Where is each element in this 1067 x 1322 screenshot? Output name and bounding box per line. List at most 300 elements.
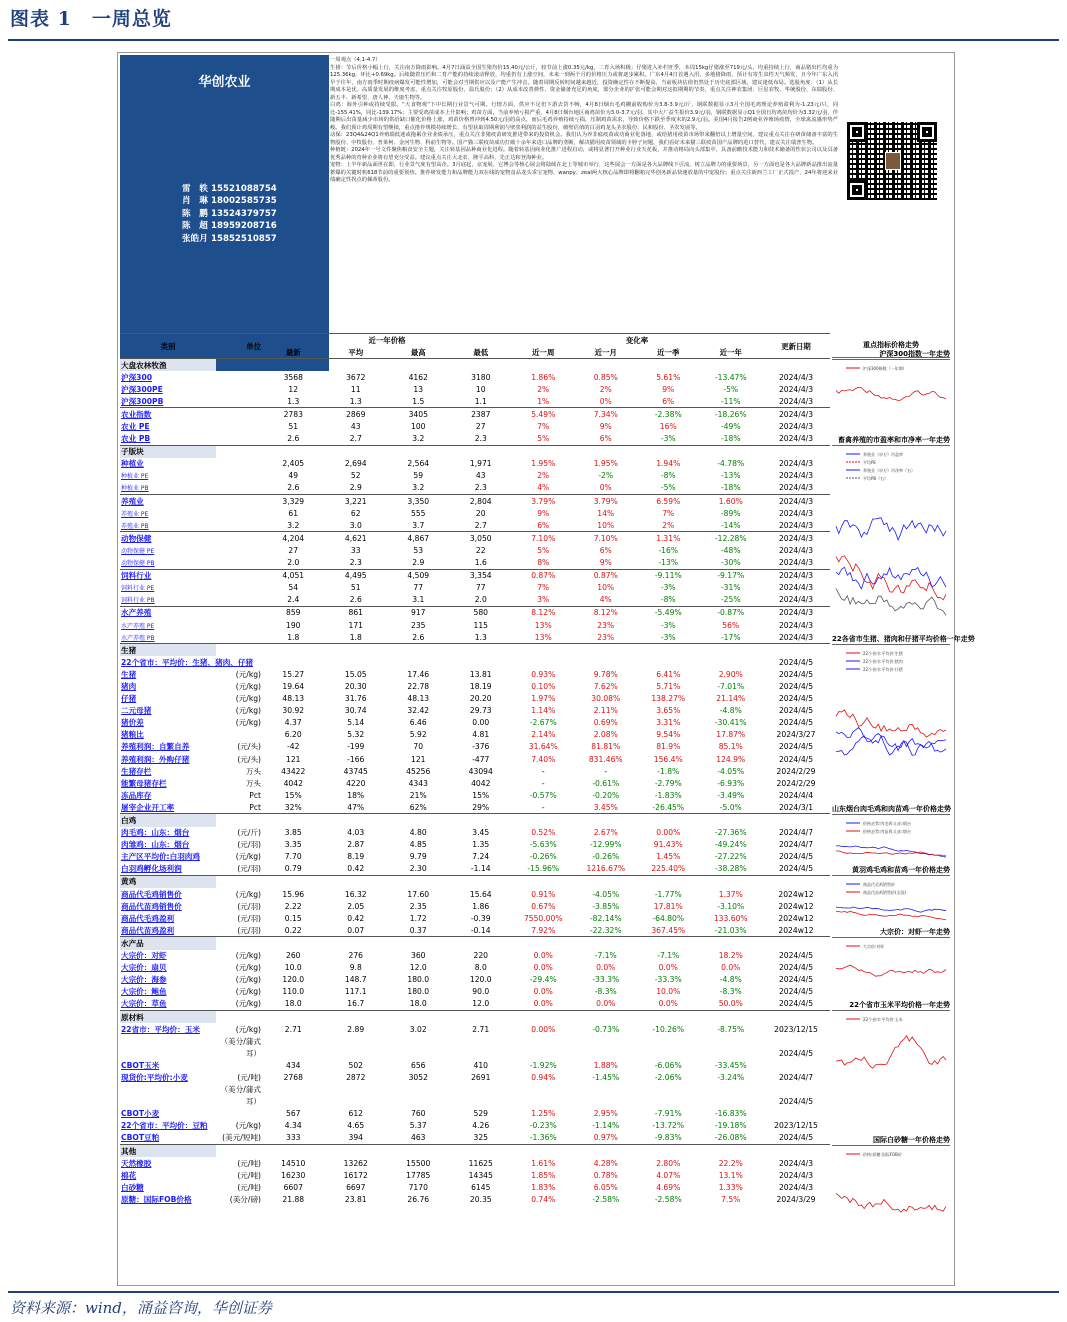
change-cell: 7.62% xyxy=(593,681,618,691)
change-cell: -3% xyxy=(660,583,676,593)
price-cell: 1.35 xyxy=(472,840,490,850)
price-cell: 6.20 xyxy=(284,730,302,740)
row-label-link[interactable]: 现货价:平均价:小麦 xyxy=(121,1072,188,1082)
price-cell: 2869 xyxy=(325,408,388,421)
price-cell: 656 xyxy=(411,1060,426,1070)
section-name: 大盘农林牧渔 xyxy=(120,359,216,372)
row-label-link[interactable]: 22个省市：平均价：豆粕 xyxy=(121,1121,208,1131)
change-cell: 10% xyxy=(597,520,615,530)
row-label-link[interactable]: 能繁母猪存栏 xyxy=(121,778,167,788)
change-cell: 0% xyxy=(599,396,612,406)
change-cell: 0.0% xyxy=(533,987,553,997)
change-cell: 6% xyxy=(599,545,612,555)
analyst-name: 陈 鹏 xyxy=(182,208,208,219)
change-cell: 3% xyxy=(537,595,550,605)
change-cell: 9% xyxy=(662,384,675,394)
change-cell: -1.14% xyxy=(592,1121,620,1131)
trend-chart-plot xyxy=(832,360,950,435)
update-date: 2024/4/3 xyxy=(778,508,814,518)
price-cell: 4042 xyxy=(471,778,491,788)
table-row xyxy=(120,420,830,432)
chart-caption: 畜禽养殖的市盈率和市净率一年走势 xyxy=(832,435,950,446)
price-cell: 502 xyxy=(348,1060,363,1070)
section-name: 子版块 xyxy=(120,445,216,458)
price-cell: 77 xyxy=(413,583,424,593)
row-unit: (元/kg) xyxy=(235,1121,261,1131)
price-cell: 171 xyxy=(348,620,363,630)
price-cell: 5.37 xyxy=(409,1121,427,1131)
change-cell: 18.2% xyxy=(718,951,743,961)
row-label-link[interactable]: 仔猪 xyxy=(121,694,137,704)
row-label-link[interactable]: 22省市：平均价：玉米 xyxy=(121,1024,200,1034)
update-date: 2024/4/3 xyxy=(778,471,814,481)
change-cell xyxy=(700,656,763,668)
header-update-date: 更新日期 xyxy=(762,334,830,359)
update-date: 2024/4/3 xyxy=(778,545,814,555)
figure-title: 图表 1 一周总览 xyxy=(10,8,172,30)
section-header xyxy=(120,937,830,950)
row-label-link[interactable]: 动物保健 xyxy=(121,533,152,543)
price-cell: 15.96 xyxy=(282,889,305,899)
price-cell: 20.30 xyxy=(344,681,367,691)
section-name: 生猪 xyxy=(120,644,216,657)
price-cell: 9.79 xyxy=(409,852,427,862)
row-label-link[interactable]: 商品代苗鸡盈利 xyxy=(121,925,175,935)
update-date: 2024/4/5 xyxy=(778,694,814,704)
change-cell: -2.06% xyxy=(654,1072,682,1082)
update-date: 2024/4/3 xyxy=(762,532,830,545)
change-cell: -27.36% xyxy=(714,828,747,838)
change-cell: 2.80% xyxy=(656,1158,681,1168)
change-cell: 31.64% xyxy=(528,742,558,752)
row-unit xyxy=(216,557,262,570)
row-label-link[interactable]: 商品代苗鸡销售价 xyxy=(121,901,182,911)
change-cell: -2.58% xyxy=(654,1194,682,1204)
price-cell: 13.81 xyxy=(469,669,492,679)
change-cell xyxy=(637,1035,700,1047)
row-label-link[interactable]: 肉雏鸡：山东：烟台 xyxy=(121,840,190,850)
price-cell: 30.92 xyxy=(282,706,305,716)
table-row xyxy=(120,912,830,924)
qr-code-icon[interactable] xyxy=(845,120,939,202)
row-label-link[interactable]: 水产养殖 xyxy=(121,608,152,618)
change-cell: -48% xyxy=(720,545,741,555)
update-date: 2024/4/5 xyxy=(778,706,814,716)
row-label-link[interactable]: 种植业 PB xyxy=(121,485,149,493)
change-cell: 1.37% xyxy=(718,889,743,899)
trend-chart xyxy=(832,1135,950,1253)
price-cell: 410 xyxy=(473,1060,488,1070)
section-header xyxy=(120,359,830,372)
change-cell: -26.45% xyxy=(652,802,685,812)
price-cell: 3.35 xyxy=(284,840,302,850)
change-cell: 17.87% xyxy=(716,730,746,740)
update-date: 2024/3/29 xyxy=(776,1194,816,1204)
row-label-link[interactable]: 主产区平均价:白羽肉鸡 xyxy=(121,852,200,862)
change-cell: 0.0% xyxy=(596,963,616,973)
price-cell: 2.0 xyxy=(474,595,487,605)
row-label-link[interactable]: 沪深300PB xyxy=(121,396,164,406)
row-label-link[interactable]: 原糖：国际FOB价格 xyxy=(121,1194,192,1204)
row-label-link[interactable]: 大宗价：海参 xyxy=(121,975,167,985)
table-row xyxy=(120,705,830,717)
change-cell: 367.45% xyxy=(651,925,686,935)
row-label-link[interactable]: 棉花 xyxy=(121,1170,137,1180)
row-unit: (元/kg) xyxy=(235,999,261,1009)
table-row xyxy=(120,458,830,470)
price-cell: 115 xyxy=(473,620,488,630)
table-row xyxy=(120,656,830,668)
trend-chart-plot xyxy=(832,1011,950,1133)
price-cell: 580 xyxy=(450,606,513,619)
row-label-link[interactable]: 饲料行业 xyxy=(121,571,152,581)
row-label-link[interactable]: 养殖业 PE xyxy=(121,510,149,518)
row-label-link[interactable]: 大宗价：对虾 xyxy=(121,951,167,961)
row-label-link[interactable]: 水产养殖 PB xyxy=(121,634,155,642)
price-cell: 43094 xyxy=(468,766,493,776)
change-cell: -7.91% xyxy=(654,1109,682,1119)
header-week: 近一周 xyxy=(532,347,555,357)
price-cell: 10.0 xyxy=(284,963,302,973)
update-date: 2024/4/3 xyxy=(778,558,814,568)
change-cell: 3.79% xyxy=(575,495,638,508)
chart-caption: 沪深300指数一年走势 xyxy=(832,349,950,360)
price-cell: 612 xyxy=(348,1109,363,1119)
row-label-link[interactable]: 养殖利润：外购仔猪 xyxy=(121,754,190,764)
row-label-link[interactable]: 养殖业 PB xyxy=(121,522,149,530)
trend-chart-plot xyxy=(832,815,950,864)
change-cell: 10.0% xyxy=(656,987,681,997)
row-label-link[interactable]: 白砂糖 xyxy=(121,1182,144,1192)
change-cell: 0.0% xyxy=(533,951,553,961)
legend-label: 22个省市:平均价:仔猪 xyxy=(863,666,903,672)
price-cell: 17785 xyxy=(406,1170,431,1180)
price-cell: -199 xyxy=(347,742,365,752)
section-name: 白鸡 xyxy=(120,814,216,827)
row-label-link[interactable]: CBOT小麦 xyxy=(121,1109,160,1119)
change-cell xyxy=(637,1047,700,1059)
row-unit xyxy=(216,482,262,495)
table-row xyxy=(120,962,830,974)
price-cell: 2,694 xyxy=(344,459,367,469)
change-cell: 1.85% xyxy=(531,1170,556,1180)
price-cell: 18.0 xyxy=(284,999,302,1009)
price-cell: 4,204 xyxy=(262,532,325,545)
change-cell: -33.3% xyxy=(592,975,620,985)
row-label-link[interactable]: 大宗价：鲍鱼 xyxy=(121,987,167,997)
change-cell: 7.10% xyxy=(512,532,575,545)
row-unit: Pct xyxy=(249,802,261,812)
price-cell: 8.19 xyxy=(347,852,365,862)
change-cell xyxy=(512,1035,575,1047)
row-unit: （美分/蒲式 xyxy=(220,1036,261,1046)
analyst-name: 肖 琳 xyxy=(182,196,208,207)
change-cell: -1.92% xyxy=(529,1060,557,1070)
section-header xyxy=(120,445,830,458)
price-cell: 861 xyxy=(325,606,388,619)
row-label-link[interactable]: 动物保健 PB xyxy=(121,560,155,568)
price-cell: 30.74 xyxy=(344,706,367,716)
update-date: 2024/4/5 xyxy=(778,669,814,679)
price-cell: 2,405 xyxy=(282,459,305,469)
change-cell: 17.81% xyxy=(653,901,683,911)
row-label-link[interactable]: 种植业 xyxy=(121,459,144,469)
price-cell: 45256 xyxy=(406,766,431,776)
price-cell: 29% xyxy=(472,802,490,812)
change-cell: 1.33% xyxy=(718,1182,743,1192)
price-cell: 11 xyxy=(350,384,361,394)
commentary-paragraph: 动保：23Q4&24Q1养殖端低迷或拖累企业业绩承压，重点关注非猪疫苗研发推进带来的投资机会。我们认为养非瘟疫苗或功商业化落地，或给猪用疫苗市场带来翻倍以上增量空间，建议重点关注在研苗储备丰富的生物股份、中牧股份、普莱柯、金河生物、科前生物等。国产猫三联疫苗成功打破十余年来进口品牌的垄断，解决猫用疫苗领域的卡脖子问题，我们看好未来猫三联疫苗国产品牌的进口替代，建议关注瑞普生物。 xyxy=(330,132,838,146)
price-cell: 3.7 xyxy=(412,520,425,530)
price-cell: 11625 xyxy=(468,1158,493,1168)
trend-chart xyxy=(832,865,950,925)
row-unit: (美分/磅) xyxy=(229,1194,261,1204)
price-cell: 3.0 xyxy=(349,520,362,530)
row-label-link[interactable]: 养殖利润：自繁自养 xyxy=(121,742,190,752)
change-cell: 8.12% xyxy=(512,606,575,619)
change-cell: -13.47% xyxy=(714,372,747,382)
chart-caption: 大宗价：对虾一年走势 xyxy=(832,927,950,938)
price-cell xyxy=(325,1096,388,1108)
row-label-link[interactable]: CBOT玉米 xyxy=(121,1060,160,1070)
price-cell: 2.6 xyxy=(287,483,300,493)
price-cell: 14345 xyxy=(468,1170,493,1180)
change-cell: -1.8% xyxy=(657,766,680,776)
change-cell: -89% xyxy=(720,508,741,518)
row-label-link[interactable]: 白羽鸡孵化场利润 xyxy=(121,864,182,874)
change-cell: -4.05% xyxy=(717,766,745,776)
row-label-link[interactable]: 22个省市：平均价：生猪、猪肉、仔猪 xyxy=(121,657,254,667)
analyst-phone: 15852510857 xyxy=(211,233,277,244)
change-cell: 0.74% xyxy=(531,1194,556,1204)
price-cell: 59 xyxy=(413,471,424,481)
table-row xyxy=(120,1059,830,1071)
price-cell: 2.05 xyxy=(347,901,365,911)
section-header xyxy=(120,644,830,657)
price-cell: 77 xyxy=(475,583,486,593)
price-cell: 70 xyxy=(413,742,424,752)
change-cell: -2.79% xyxy=(654,778,682,788)
price-cell: 2.30 xyxy=(409,864,427,874)
row-label-link[interactable]: 养殖业 xyxy=(121,496,144,506)
row-label-link[interactable]: 大宗价：草鱼 xyxy=(121,999,167,1009)
change-cell: -18.26% xyxy=(700,408,763,421)
trend-series-line xyxy=(836,907,946,912)
commentary-paragraph: 宠物：上半年新品面世在即，行业景气度有望高企。3月底起，京宠展、它博会等核心展会将陆续在北上等城市举行，这些展会一方面是各大品牌线下引流、树立品牌力的重要场景，另一方面也是各大品牌新品推出流量蓄爆的关键时机618节前的重要预热。推荐研发能力和品牌能力双在线的宠物食品龙头乖宝宠物、wanpy、zeal两大核心品牌即将翻箱完华创务新品快速放量的中宠股份；重点关注新西兰工厂正式投产、24年将迎来业绩确定性拐点的佩蒂股份。 xyxy=(330,162,838,183)
price-cell: 43422 xyxy=(281,766,306,776)
change-cell: 2.67% xyxy=(593,828,618,838)
legend-label: 商品代苗鸡销售价(全国) xyxy=(863,890,907,896)
price-cell: 4,509 xyxy=(387,569,450,582)
change-cell: 133.60% xyxy=(713,913,748,923)
price-cell: 43 xyxy=(475,471,486,481)
header-quarter: 近一季 xyxy=(657,347,680,357)
price-cell: 3,354 xyxy=(450,569,513,582)
table-row xyxy=(120,801,830,814)
bottom-rule xyxy=(8,1291,1059,1293)
price-cell: 7.70 xyxy=(284,852,302,862)
change-cell: -5.49% xyxy=(637,606,700,619)
row-label-link[interactable]: 猪粮比 xyxy=(121,730,144,740)
change-cell: 2% xyxy=(599,384,612,394)
update-date: 2024/4/5 xyxy=(778,1133,814,1143)
trend-series-line xyxy=(836,851,946,856)
price-cell: 4.34 xyxy=(284,1121,302,1131)
table-row xyxy=(120,1084,830,1096)
change-cell: -25% xyxy=(720,595,741,605)
row-label-link[interactable]: 水产养殖 PE xyxy=(121,622,155,630)
change-cell: 13% xyxy=(534,620,552,630)
change-cell: -6.93% xyxy=(717,778,745,788)
price-cell: 4042 xyxy=(283,778,303,788)
row-label-link[interactable]: CBOT豆粕 xyxy=(121,1133,160,1143)
row-label-link[interactable]: 饲料行业 PB xyxy=(121,597,155,605)
price-cell xyxy=(325,656,388,668)
change-cell: 0.87% xyxy=(512,569,575,582)
change-cell: - xyxy=(541,778,545,788)
change-cell: 13.1% xyxy=(718,1170,743,1180)
table-row xyxy=(120,777,830,789)
change-cell: 4% xyxy=(537,483,550,493)
change-cell: 0.00% xyxy=(531,1024,556,1034)
price-cell: 463 xyxy=(411,1133,426,1143)
row-label-link[interactable]: 天然橡胶 xyxy=(121,1158,152,1168)
row-unit: (元/吨) xyxy=(237,1072,261,1082)
row-unit xyxy=(216,1108,262,1120)
change-cell: -14% xyxy=(720,520,741,530)
change-cell: -3% xyxy=(660,620,676,630)
price-cell: 4220 xyxy=(346,778,366,788)
change-cell: 0.0% xyxy=(533,999,553,1009)
price-cell: 3672 xyxy=(346,372,366,382)
row-label-link[interactable]: 二元母猪 xyxy=(121,706,152,716)
price-cell: 2.7 xyxy=(474,520,487,530)
change-cell: -6.06% xyxy=(654,1060,682,1070)
legend-label: 沪深300指数（一年期） xyxy=(863,365,907,371)
change-cell: 0.52% xyxy=(531,828,556,838)
row-label-link[interactable]: 肉毛鸡：山东：烟台 xyxy=(121,828,190,838)
price-cell: 1.86 xyxy=(472,901,490,911)
header-average: 平均 xyxy=(348,347,364,357)
change-cell: 0.69% xyxy=(593,718,618,728)
section-name: 其他 xyxy=(120,1145,216,1158)
price-cell: 12 xyxy=(288,384,299,394)
change-cell: 7550.00% xyxy=(523,913,563,923)
trend-chart xyxy=(832,634,975,803)
price-cell: 90.0 xyxy=(472,987,490,997)
change-cell: 5.61% xyxy=(656,372,681,382)
update-date: 2024/3/27 xyxy=(776,730,816,740)
row-label-link[interactable]: 生猪存栏 xyxy=(121,766,152,776)
row-label-link[interactable]: 冻品库存 xyxy=(121,790,152,800)
change-cell: 91.43% xyxy=(653,840,683,850)
price-cell xyxy=(387,656,450,668)
row-label-link[interactable]: 沪深300 xyxy=(121,372,153,382)
change-cell: -18% xyxy=(720,434,741,444)
row-unit: (元/kg) xyxy=(235,975,261,985)
legend-label: 大宗价:对虾 xyxy=(863,943,885,949)
change-cell: 124.9% xyxy=(716,754,746,764)
analyst-0 xyxy=(182,183,277,195)
trend-chart-plot xyxy=(832,938,950,1000)
change-cell: -49.24% xyxy=(714,840,747,850)
row-label-link[interactable]: 大宗价：扇贝 xyxy=(121,963,167,973)
row-label-link[interactable]: 农业 PE xyxy=(121,422,150,432)
update-date: 2024/4/3 xyxy=(778,1158,814,1168)
row-label-link[interactable]: 屠宰企业开工率 xyxy=(121,802,175,812)
commentary-paragraph: 种植链：2024年一号文件聚焦粮食安全主题，关注转基因品种商业化进程。随着转基因商业化推广进程启动，或将显著打开种业行业天花板，并推动格局向头部集中，具备前瞻技术能力和技术储备的性状公司以及具备优秀品种的育种企业将有望充分受益。建议重点关注大北农、隆平高科、先正达和登海种业。 xyxy=(330,147,838,161)
price-cell: 148.7 xyxy=(344,975,367,985)
row-label-link[interactable]: 农业指数 xyxy=(121,409,152,419)
change-cell: 1216.67% xyxy=(586,864,626,874)
price-cell xyxy=(450,1096,513,1108)
row-label-link[interactable]: 猪价差 xyxy=(121,718,144,728)
update-date: 2024/4/3 xyxy=(778,396,814,406)
row-label-link[interactable]: 商品代毛鸡盈利 xyxy=(121,913,175,923)
trend-series-line xyxy=(836,589,946,616)
price-cell: 2.7 xyxy=(349,434,362,444)
row-label-link[interactable]: 沪深300PE xyxy=(121,384,163,394)
change-cell: 0.85% xyxy=(593,372,618,382)
update-date: 2024/4/3 xyxy=(778,1182,814,1192)
change-cell: 0% xyxy=(599,483,612,493)
price-cell: 6.46 xyxy=(409,718,427,728)
row-label-link[interactable]: 种植业 PE xyxy=(121,473,149,481)
table-row xyxy=(120,1181,830,1193)
row-unit xyxy=(216,631,262,644)
row-unit xyxy=(216,594,262,607)
price-cell: 2.22 xyxy=(284,901,302,911)
legend-label: 养殖业（申万）市净率（右） xyxy=(863,468,915,474)
price-cell xyxy=(325,1035,388,1047)
table-row xyxy=(120,519,830,532)
change-cell: 5% xyxy=(537,545,550,555)
change-cell: 0.78% xyxy=(593,1170,618,1180)
row-label-link[interactable]: 猪肉 xyxy=(121,681,137,691)
row-label-link[interactable]: 农业 PB xyxy=(121,434,151,444)
row-unit: Pct xyxy=(249,790,261,800)
price-cell: 3.85 xyxy=(284,828,302,838)
row-label-link[interactable]: 生猪 xyxy=(121,669,137,679)
table-row xyxy=(120,582,830,594)
table-row xyxy=(120,863,830,876)
chart-caption: 22个省市玉米平均价格一年走势 xyxy=(832,1000,950,1011)
price-cell xyxy=(262,1035,325,1047)
price-cell: 1.1 xyxy=(474,396,487,406)
price-cell: 4.03 xyxy=(347,828,365,838)
price-cell xyxy=(387,1084,450,1096)
price-cell: 53 xyxy=(413,545,424,555)
change-cell xyxy=(700,1096,763,1108)
row-label-link[interactable]: 商品代毛鸡销售价 xyxy=(121,889,182,899)
commentary-paragraph: 生猪：节后价格小幅上行，关注南方降雨影响。4月7日涌益全国生猪均价15.40元/公斤，较节前上涨0.35元/kg，二育入场积极；仔猪进入补栏旺季，本周15kg仔猪涨至719元/头，均重持续上行，商品猪出栏均重为125.36kg，环比+0.69kg。后续随着压栏和二育产能的持续滚动释放，均重仍有上涨空间，未来一到两个月的价格压力或将逐步累积。广东4月4日首遇入汛，多地猪降雨，预计有寄生虫性天气频发，且今年广东入汛早于往年，南方雨季时期疫病爆发可能性增加，可能会对当期供应以及产能产生冲击。随着周期反转时间越来越近，投资确定性在不断提高，当前板块估值仍然处于历史底部区域，建议逢低布局。选股角度：（1）从长期成本是优、高质量发展的维度考虑，重点关注牧原股份、温氏股份；（2）从成本改善弹性、资金储备充足的角度，部分企业的扩张可能会期对这拟期期的节奏，重点关注神农集团、巨星农牧、华统股份、东瑞股份、新五丰、新希望、唐人神、天康生物等。 xyxy=(330,64,838,101)
price-cell: 2691 xyxy=(471,1072,491,1082)
change-cell: 1.97% xyxy=(531,694,556,704)
change-cell: -82.14% xyxy=(589,913,622,923)
change-cell: 0.93% xyxy=(531,669,556,679)
row-label-link[interactable]: 动物保健 PE xyxy=(121,547,155,555)
change-cell: -3.85% xyxy=(592,901,620,911)
row-unit: (美元/短吨) xyxy=(222,1133,261,1143)
price-cell: 2783 xyxy=(262,408,325,421)
change-cell: -2.38% xyxy=(637,408,700,421)
table-row xyxy=(120,741,830,753)
update-date: 2024/4/3 xyxy=(778,595,814,605)
change-cell: 3.79% xyxy=(512,495,575,508)
row-label-link[interactable]: 饲料行业 PE xyxy=(121,585,155,593)
table-row xyxy=(120,986,830,998)
price-cell: 15% xyxy=(472,790,490,800)
